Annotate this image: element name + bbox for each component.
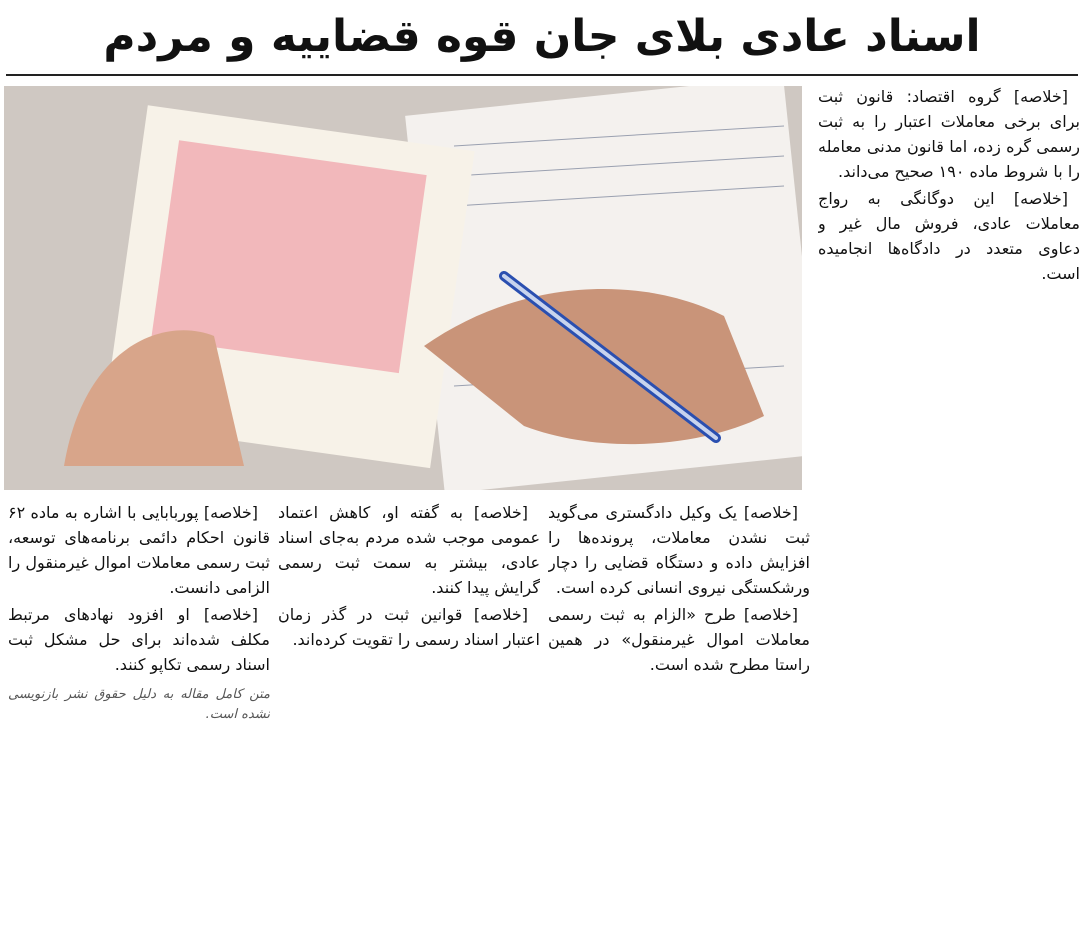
column-center-left-paragraph-1: [خلاصه] به گفته او، کاهش اعتماد عمومی موجب شده مردم به‌جای اسناد عادی، بیشتر به سمت ثبت رسمی گرایش پیدا کنند. bbox=[278, 503, 540, 597]
column-center-left-paragraph-2: [خلاصه] قوانین ثبت در گذر زمان اعتبار اسناد رسمی را تقویت کرده‌اند. bbox=[278, 605, 540, 649]
photo-illustration bbox=[4, 86, 802, 490]
column-left-paragraph-1: [خلاصه] پوربابایی با اشاره به ماده ۶۲ قانون احکام دائمی برنامه‌های توسعه، ثبت رسمی معاملات اموال غیرمنقول را الزامی دانست. bbox=[8, 503, 270, 597]
column-left-paragraph-2: [خلاصه] او افزود نهادهای مرتبط مکلف شده‌اند برای حل مشکل ثبت اسناد رسمی تکاپو کنند. bbox=[8, 605, 270, 674]
article-photo bbox=[4, 86, 802, 490]
column-center-left bbox=[278, 500, 540, 946]
headline: اسناد عادی بلای جان قوه قضاییه و مردم bbox=[103, 10, 981, 62]
column-right bbox=[818, 84, 1080, 946]
copyright-notice: متن کامل مقاله به دلیل حقوق نشر بازنویسی نشده است. bbox=[8, 687, 270, 722]
column-right-paragraph-2: [خلاصه] این دوگانگی به رواج معاملات عادی، فروش مال غیر و دعاوی متعدد در دادگاه‌ها انجامیده است. bbox=[818, 189, 1080, 283]
column-left bbox=[8, 500, 270, 946]
headline-rule bbox=[6, 74, 1078, 76]
column-center-right-paragraph-2: [خلاصه] طرح «الزام به ثبت رسمی معاملات اموال غیرمنقول» در همین راستا مطرح شده است. bbox=[548, 605, 810, 674]
column-center-right-paragraph-1: [خلاصه] یک وکیل دادگستری می‌گوید ثبت نشدن معاملات، پرونده‌ها را افزایش داده و دستگاه قضایی را دچار ورشکستگی نیروی انسانی کرده است. bbox=[548, 503, 810, 597]
column-right-paragraph-1: [خلاصه] گروه اقتصاد: قانون ثبت برای برخی معاملات اعتبار را به ثبت رسمی گره زده، اما قانون مدنی معامله را با شروط ماده ۱۹۰ صحیح می‌داند. bbox=[818, 87, 1080, 181]
column-center-right bbox=[548, 500, 810, 946]
